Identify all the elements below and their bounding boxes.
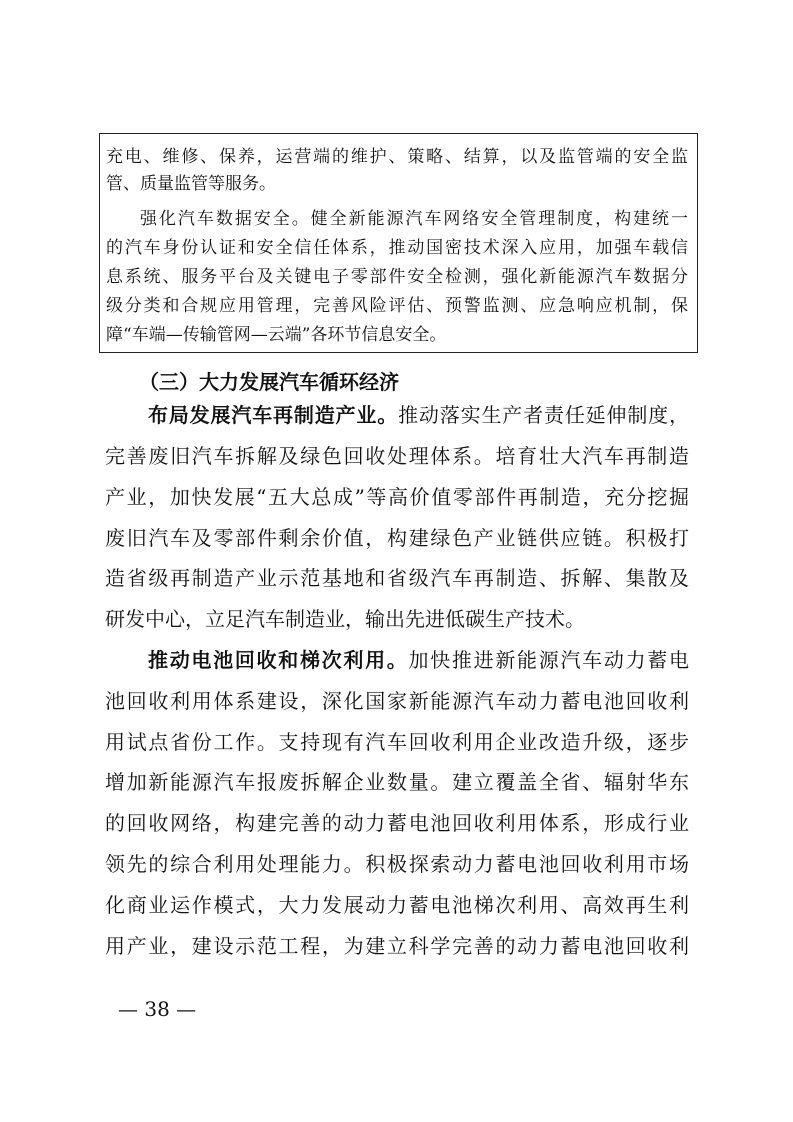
page-number: — 38 — bbox=[118, 997, 197, 1021]
para2-line-6: 领先的综合利用处理能力。积极探索动力蓄电池回收利用市场 bbox=[105, 852, 689, 876]
box-line-5: 息系统、服务平台及关键电子零部件安全检测，强化新能源汽车数据分 bbox=[106, 267, 688, 287]
section-heading: （三）大力发展汽车循环经济 bbox=[139, 370, 399, 394]
para2-line-8: 用产业，建设示范工程，为建立科学完善的动力蓄电池回收利 bbox=[105, 934, 689, 958]
para1-line-3: 产业，加快发展“五大总成”等高价值零部件再制造，充分挖掘 bbox=[105, 485, 689, 509]
para2-line-7: 化商业运作模式，大力发展动力蓄电池梯次利用、高效再生利 bbox=[105, 893, 689, 917]
para1-line-2: 完善废旧汽车拆解及绿色回收处理体系。培育壮大汽车再制造 bbox=[105, 444, 689, 468]
para1-line-1 bbox=[148, 400, 689, 430]
para2-lead: 推动电池回收和梯次利用。 bbox=[148, 648, 409, 672]
para2-line-4: 增加新能源汽车报废拆解企业数量。建立覆盖全省、辐射华东 bbox=[105, 770, 689, 794]
para1-line-6: 研发中心，立足汽车制造业，输出先进低碳生产技术。 bbox=[105, 607, 585, 631]
box-line-7: 障“车端—传输管网—云端”各环节信息安全。 bbox=[106, 325, 447, 345]
para1-lead: 布局发展汽车再制造产业。 bbox=[148, 403, 399, 427]
box-line-6: 级分类和合规应用管理，完善风险评估、预警监测、应急响应机制，保 bbox=[106, 296, 688, 316]
para1-line-4: 废旧汽车及零部件剩余价值，构建绿色产业链供应链。积极打 bbox=[105, 526, 689, 550]
para1-first-rest: 推动落实生产者责任延伸制度， bbox=[398, 403, 690, 427]
para2-line-1 bbox=[148, 645, 689, 675]
para2-first-rest: 加快推进新能源汽车动力蓄电 bbox=[408, 648, 689, 672]
para2-line-5: 的回收网络，构建完善的动力蓄电池回收利用体系，形成行业 bbox=[105, 811, 689, 835]
para2-line-3: 用试点省份工作。支持现有汽车回收利用企业改造升级，逐步 bbox=[105, 730, 689, 754]
para1-line-5: 造省级再制造产业示范基地和省级汽车再制造、拆解、集散及 bbox=[105, 566, 689, 590]
box-line-3: 强化汽车数据安全。健全新能源汽车网络安全管理制度，构建统一 bbox=[140, 209, 688, 229]
box-line-2: 管、质量监管等服务。 bbox=[106, 174, 276, 194]
para2-line-2: 池回收利用体系建设，深化国家新能源汽车动力蓄电池回收利 bbox=[105, 689, 689, 713]
box-line-1: 充电、维修、保养，运营端的维护、策略、结算，以及监管端的安全监 bbox=[106, 147, 688, 167]
box-line-4: 的汽车身份认证和安全信任体系，推动国密技术深入应用，加强车载信 bbox=[106, 238, 688, 258]
